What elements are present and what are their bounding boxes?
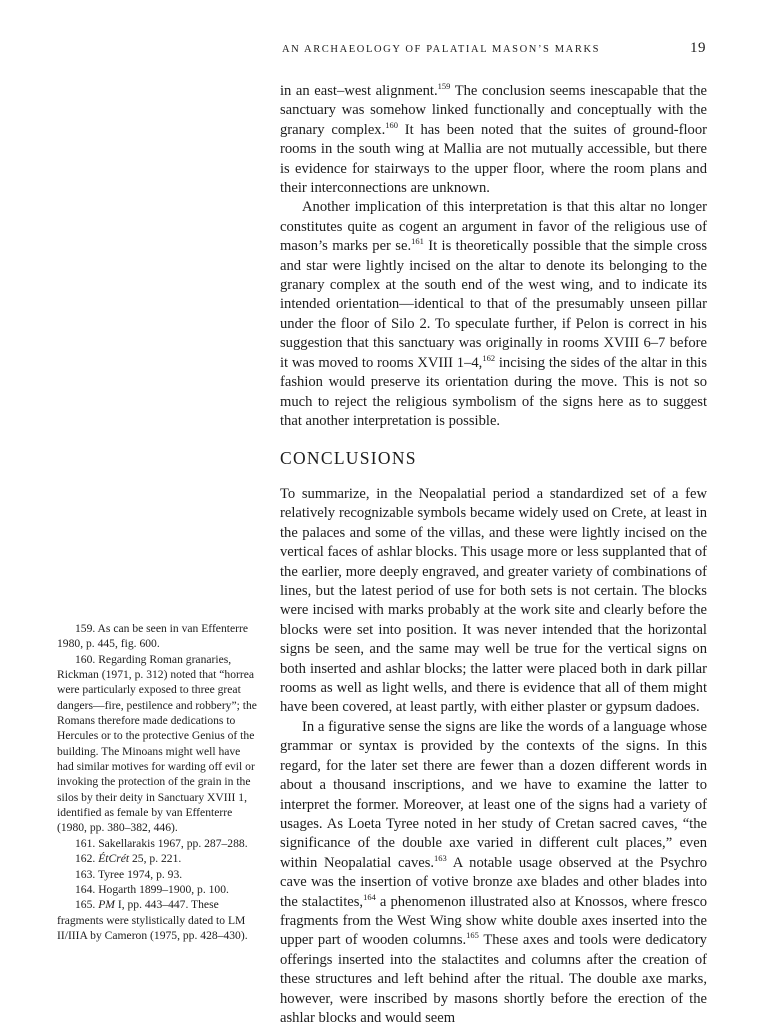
footnote-ref-161[interactable]: 161 xyxy=(411,236,424,247)
footnote-165 xyxy=(57,897,257,943)
journal-abbreviation: ÉtCrét xyxy=(98,852,130,866)
footnote-160: 160. Regarding Roman granaries, Rickman (1971, p. 312) noted that “horrea were particularly exposed to three great dangers—fire, pestilence and robbery”; the Romans therefore made dedications to Hercules or to the protective Genius of the building. The Minoans might well have had similar motives for warding off evil or invoking the protection of the grain in the silos by their deity in Sanctuary XVIII 1, identified as female by van Effenterre (1980, pp. 380–382, 446). xyxy=(57,652,257,835)
text-run: In a figurative sense the signs are like the words of a language whose grammar or syntax is provided by the contexts of the signs. In this regard, for the later set there are fewer than a dozen different words in about a thousand inscriptions, and we have to examine the latter to interpret the former. Moreover, at least one of the signs had a variety of usages. As Loeta Tyree noted in her study of Cretan sacred caves, “the significance of the double axe varied in different cult places,” even within Neopalatial caves. xyxy=(280,718,707,871)
paragraph xyxy=(280,198,707,431)
footnotes xyxy=(57,621,257,943)
footnote-ref-164[interactable]: 164 xyxy=(363,891,376,902)
footnote-ref-160[interactable]: 160 xyxy=(385,119,398,130)
text-run: in an east–west alignment. xyxy=(280,83,438,99)
footnote-ref-162[interactable]: 162 xyxy=(482,352,496,363)
footnote-164: 164. Hogarth 1899–1900, p. 100. xyxy=(75,882,229,896)
text-run: Another implication of this interpretation is that this altar no longer constitutes quite as cogent an argument in favor of the religious use of mason’s marks per se. xyxy=(280,199,707,255)
text-run: It is theoretically possible that the simple cross and star were lightly incised on the altar to denote its belonging to the granary complex at the south end of the west wing, and to indicate its intended orientation—identical to that of the presumably unseen pillar under the floor of Silo 2. To speculate further, if Pelon is correct in his suggestion that this sanctuary was originally in rooms XVIII 6–7 before it was moved to rooms XVIII 1–4, xyxy=(280,238,707,371)
paragraph xyxy=(280,82,707,198)
footnote-number: 162. xyxy=(75,852,99,866)
running-title: AN ARCHAEOLOGY OF PALATIAL MASON’S MARKS xyxy=(282,44,601,55)
paragraph xyxy=(280,718,707,1028)
footnote-163: 163. Tyree 1974, p. 93. xyxy=(75,867,183,881)
body-text-top xyxy=(280,82,707,431)
footnote-162 xyxy=(57,851,257,866)
text-run: A notable usage observed at the Psychro cave was the insertion of votive bronze axe blades and other blades into the stalactites, xyxy=(280,854,707,910)
text-run: a phenomenon illustrated also at Knossos, where fresco fragments from the West Wing show white double axes inserted into the upper part of wooden columns. xyxy=(280,893,708,949)
footnote-ref-159[interactable]: 159 xyxy=(437,81,451,91)
text-run: The conclusion seems inescapable that the sanctuary was somehow linked functionally and conceptually with the granary complex. xyxy=(280,83,707,138)
text-run: 25, p. 221. xyxy=(129,852,182,866)
paragraph: To summarize, in the Neopalatial period a standardized set of a few relatively recognizable symbols became widely used on Crete, at least in the palaces and some of the villas, and these were lightly incised on the vertical faces of ashlar blocks. This usage more or less supplanted that of the earlier, more deeply engraved, and greater variety of combinations of lines, but the latest period of use for both sets is not certain. The blocks were incised with marks probably at the work site and clearly before the blocks were set into position. It was never intended that the horizontal signs be seen, and the same may well be true for the vertical signs on both inserted and ashlar blocks; the latter were placed both in dark pillar rooms as well as light wells, and there is evidence that all of them might have been covered, at least partly, with either plaster or gypsum dadoes. xyxy=(280,486,707,716)
text-run: incising the sides of the altar in this fashion would preserve its orientation during the move. This is not so much to reject the religious symbolism of the signs here as to suggest that another interpretation is possible. xyxy=(280,354,708,429)
page-number: 19 xyxy=(690,40,706,56)
body-text-conclusions xyxy=(280,485,707,1028)
text-run: I, pp. 443–447. These fragments were stylistically dated to LM II/IIIA by Cameron (1975, pp. 428–430). xyxy=(57,898,248,942)
footnote-ref-163[interactable]: 163 xyxy=(434,852,447,863)
footnote-161: 161. Sakellarakis 1967, pp. 287–288. xyxy=(75,836,248,850)
section-heading: CONCLUSIONS xyxy=(280,448,417,468)
journal-abbreviation: PM xyxy=(98,898,115,912)
text-run: These axes and tools were dedicatory offerings inserted into the stalactites and columns after the creation of these structures and left behind after the ritual. The double axe marks, however, were inscribed by masons shortly before the erection of the ashlar blocks and would seem xyxy=(280,932,707,1026)
footnote-159: 159. As can be seen in van Effenterre 1980, p. 445, fig. 600. xyxy=(57,622,248,651)
text-run: It has been noted that the suites of ground-floor rooms in the south wing at Mallia are not mutually accessible, but there is evidence for stairways to the upper floor, where the room plans and their interconnections are unknown. xyxy=(280,121,707,197)
footnote-ref-165[interactable]: 165 xyxy=(466,930,479,941)
footnote-number: 165. xyxy=(75,898,99,912)
